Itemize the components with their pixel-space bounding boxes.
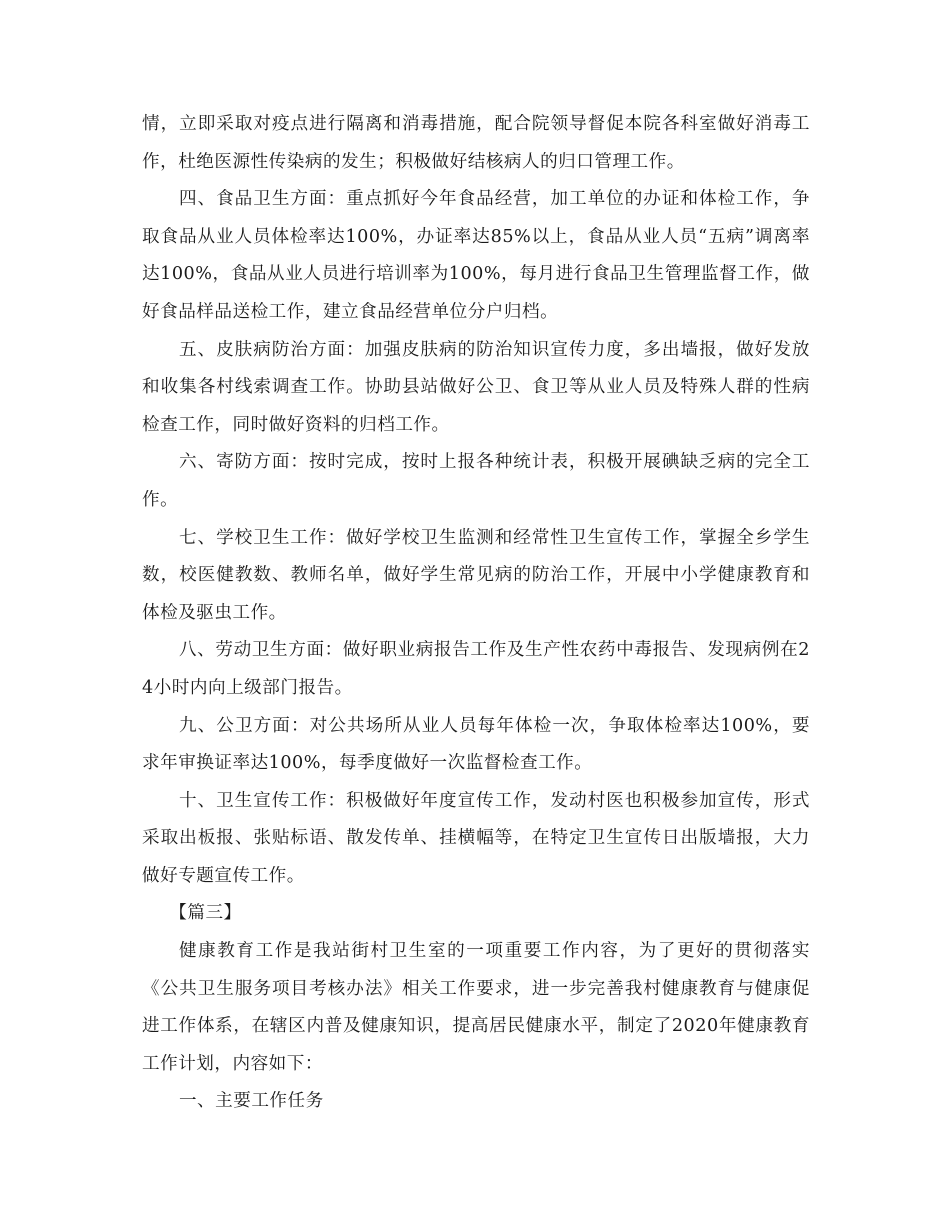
- paragraph-parasite-prevention: 六、寄防方面：按时完成，按时上报各种统计表，积极开展碘缺乏病的完全工作。: [142, 452, 810, 510]
- paragraph-main-tasks-heading: 一、主要工作任务: [178, 1091, 324, 1112]
- paragraph-public-health: 九、公卫方面：对公共场所从业人员每年体检一次，争取体检率达100%，要求年审换证率达100%，每季度做好一次监督检查工作。: [142, 715, 810, 774]
- paragraph-skin-disease: 五、皮肤病防治方面：加强皮肤病的防治知识宣传力度，多出墙报，做好发放和收集各村线索调查工作。协助县站做好公卫、食卫等从业人员及特殊人群的性病检查工作，同时做好资料的归档工作。: [142, 339, 810, 435]
- paragraph-food-hygiene: 四、食品卫生方面：重点抓好今年食品经营，加工单位的办证和体检工作，争取食品从业人员体检率达100%，办证率达85%以上，食品从业人员“五病”调离率达100%，食品从业人员进行培训率为100%，每月进行食品卫生管理监督工作，做好食品样品送检工作，建立食品经营单位分户归档。: [142, 189, 810, 322]
- document-body: [142, 106, 810, 1121]
- paragraph-continuation: 情，立即采取对疫点进行隔离和消毒措施，配合院领导督促本院各科室做好消毒工作，杜绝医源性传染病的发生；积极做好结核病人的归口管理工作。: [142, 114, 810, 172]
- section-heading: 【篇三】: [169, 903, 242, 924]
- paragraph-school-health: 七、学校卫生工作：做好学校卫生监测和经常性卫生宣传工作，掌握全乡学生数，校医健教数、教师名单，做好学生常见病的防治工作，开展中小学健康教育和体检及驱虫工作。: [142, 527, 810, 623]
- paragraph-health-promotion: 十、卫生宣传工作：积极做好年度宣传工作，发动村医也积极参加宣传，形式采取出板报、张贴标语、散发传单、挂横幅等，在特定卫生宣传日出版墙报，大力做好专题宣传工作。: [142, 790, 810, 886]
- paragraph-health-education-intro: 健康教育工作是我站街村卫生室的一项重要工作内容，为了更好的贯彻落实《公共卫生服务项目考核办法》相关工作要求，进一步完善我村健康教育与健康促进工作体系，在辖区内普及健康知识，提高居民健康水平，制定了2020年健康教育工作计划，内容如下：: [142, 941, 810, 1074]
- paragraph-labor-health: 八、劳动卫生方面：做好职业病报告工作及生产性农药中毒报告、发现病例在24小时内向上级部门报告。: [142, 640, 810, 698]
